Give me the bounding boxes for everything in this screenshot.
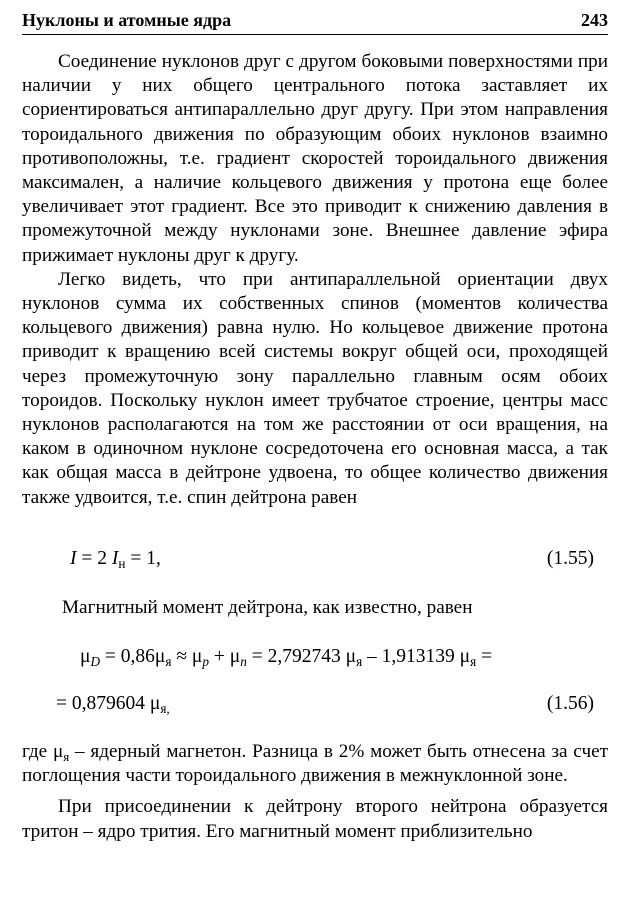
eq-equals-two: = 2 [76, 548, 112, 569]
subscript-ya: я [165, 653, 172, 669]
equation-number: (1.56) [546, 693, 594, 714]
page-header [22, 6, 608, 35]
subscript-ya: я [356, 653, 363, 669]
plus-mu-n: + μ [209, 646, 241, 667]
subscript-ya: я [470, 653, 477, 669]
equation-expression [80, 646, 492, 668]
eq-end: = [476, 646, 493, 667]
page-number: 243 [581, 10, 608, 30]
subscript-ya: я [63, 748, 70, 764]
symbol-I: I [70, 548, 77, 569]
subscript-p: p [202, 653, 210, 669]
value-1-913139: – 1,913139 μ [362, 646, 471, 667]
value-2-792743: = 2,792743 μ [246, 646, 357, 667]
paragraph-2: Легко видеть, что при антипараллельной ориентации двух нуклонов сумма их собственных спинов (моментов количества кольцевого движения) равна нулю. Но кольцевое движение протона приводит к вращению всей системы вокруг общей оси, проходящей через промежуточную зону параллельно главным осям обоих тороидов. Поскольку нуклон имеет трубчатое строение, центры масс нуклонов располагаются на том же расстоянии от оси вращения, на каком в одиночном нуклоне сосредоточена его основная масса, а так как общая масса в дейтроне удвоена, то общее количество движения также удвоится, т.е. спин дейтрона равен [22, 268, 608, 508]
paragraph-4-rest: – ядерный магнетон. Разница в 2% может быть отнесена за счет поглощения части тороидального движения в межнуклонной зоне. [22, 741, 608, 787]
subscript-n: n [240, 653, 247, 669]
symbol-mu-D: μ [80, 646, 91, 667]
equation-number: (1.55) [546, 548, 594, 569]
paragraph-4-lead: где μ [22, 741, 64, 762]
equation-expression [56, 693, 170, 715]
equation-1-55 [22, 548, 608, 574]
text-block-top [22, 50, 608, 510]
paragraph-4 [22, 740, 608, 788]
text-block-bottom [22, 740, 608, 844]
approx-mu-p: ≈ μ [171, 646, 203, 667]
value-0-879604: = 0,879604 μ [56, 693, 161, 714]
equation-1-56-line-2 [22, 693, 608, 719]
equation-1-56-line-1 [22, 646, 608, 672]
eq-tail: = 1, [125, 548, 161, 569]
paragraph-1: Соединение нуклонов друг с другом боковыми поверхностями при наличии у них общего центрального потока заставляет их сориентироваться антипараллельно друг другу. При этом направления тороидального движения по образующим обоих нуклонов взаимно противоположны, т.е. градиент скоростей тороидального движения максимален, а наличие кольцевого движения у протона еще более увеличивает этот градиент. Все это приводит к снижению давления в промежуточной между нуклонами зоне. Внешнее давление эфира прижимает нуклоны друг к другу. [22, 51, 608, 266]
paragraph-5: При присоединении к дейтрону второго нейтрона образуется тритон – ядро трития. Его магнитный момент приблизительно [22, 796, 608, 842]
paragraph-3: Магнитный момент дейтрона, как известно, равен [62, 597, 473, 618]
running-title: Нуклоны и атомные ядра [22, 10, 232, 30]
subscript-D: D [90, 653, 101, 669]
symbol-I-n: I [111, 548, 119, 569]
equation-expression [70, 548, 161, 570]
subscript-ya: я, [160, 700, 170, 716]
subscript-n: н [118, 555, 126, 571]
value-0-86: = 0,86μ [100, 646, 166, 667]
